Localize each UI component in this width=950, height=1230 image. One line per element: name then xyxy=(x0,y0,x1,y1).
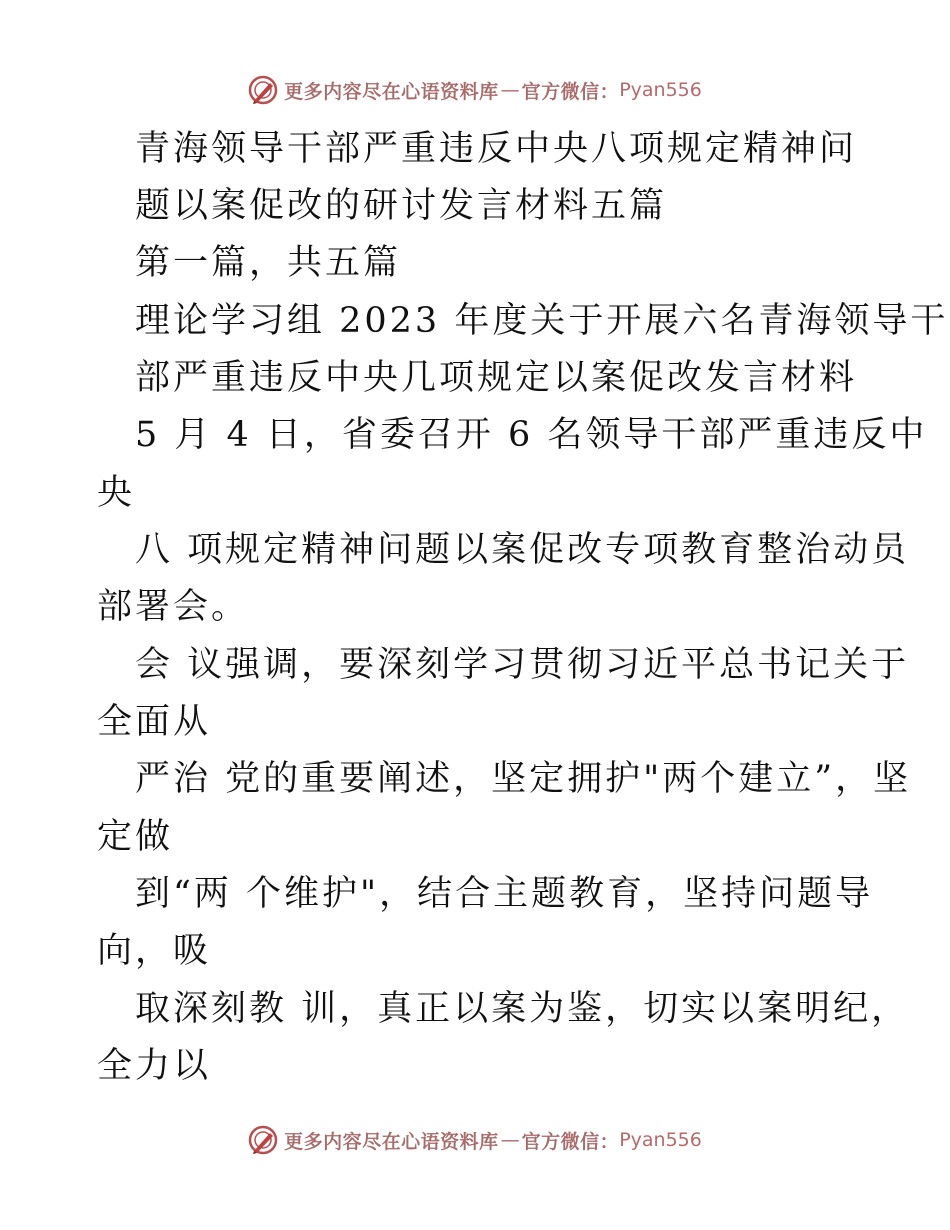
text-line: 取深刻教 训，真正以案为鉴，切实以案明纪， xyxy=(135,989,910,1029)
text-line: 部严重违反中央几项规定以案促改发言材料 xyxy=(135,358,858,398)
text-line: 全力以 xyxy=(97,1046,212,1086)
watermark-id: Pyan556 xyxy=(619,79,702,101)
pen-logo-icon xyxy=(248,1125,278,1155)
text-line: 严治 党的重要阐述，坚定拥护"两个建立”，坚 xyxy=(135,759,912,799)
text-line: 定做 xyxy=(97,817,174,857)
watermark-dash: — xyxy=(500,79,520,101)
watermark-label: 官方微信： xyxy=(521,1130,620,1153)
text-line: 题以案促改的研讨发言材料五篇 xyxy=(135,186,668,226)
text-line: 会 议强调，要深刻学习贯彻习近平总书记关于 xyxy=(135,645,910,685)
text-line: 到“两 个维护"，结合主题教育，坚持问题导 xyxy=(135,874,874,914)
text-line: 青海领导干部严重违反中央八项规定精神问 xyxy=(135,129,858,169)
watermark-label: 官方微信： xyxy=(521,80,620,103)
watermark-text: 更多内容尽在心语资料库 xyxy=(284,80,499,103)
text-line: 第一篇，共五篇 xyxy=(135,243,402,283)
watermark-text: 更多内容尽在心语资料库 xyxy=(284,1130,499,1153)
text-line: 理论学习组 2023 年度关于开展六名青海领导干 xyxy=(135,301,949,341)
watermark-dash: — xyxy=(500,1129,520,1151)
watermark-id: Pyan556 xyxy=(619,1129,702,1151)
text-line: 部署会。 xyxy=(97,587,250,627)
pen-logo-icon xyxy=(248,75,278,105)
text-line: 向，吸 xyxy=(97,931,212,971)
text-line: 央 xyxy=(97,473,136,513)
text-line: 5 月 4 日，省委召开 6 名领导干部严重违反中 xyxy=(135,415,928,455)
text-line: 八 项规定精神问题以案促改专项教育整治动员 xyxy=(135,530,910,570)
text-line: 全面从 xyxy=(97,702,212,742)
footer-watermark xyxy=(0,1120,950,1160)
header-watermark xyxy=(0,70,950,110)
